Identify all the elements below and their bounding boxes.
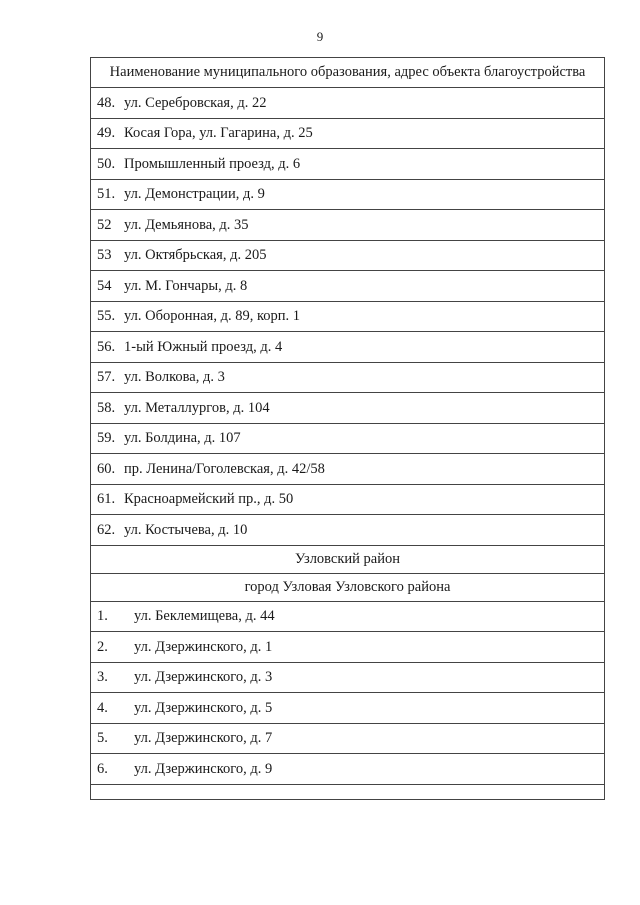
address-cell: [91, 332, 605, 363]
address-text: ул. Дзержинского, д. 5: [134, 699, 273, 716]
table-row: [91, 754, 605, 785]
objects-table-body: [91, 58, 605, 800]
district-title: Узловский район: [91, 545, 605, 573]
row-number: 3.: [97, 669, 108, 685]
row-number: 60.: [97, 460, 116, 477]
table-row: [91, 454, 605, 485]
row-number: 58.: [97, 399, 116, 416]
row-number: 51.: [97, 186, 116, 202]
table-row: [91, 723, 605, 754]
row-number: 48.: [97, 94, 116, 111]
address-cell: [91, 423, 605, 454]
city-title-row: [91, 573, 605, 601]
address-text: ул. Демьянова, д. 35: [124, 216, 249, 233]
row-number: 52: [97, 216, 112, 233]
table-row: [91, 484, 605, 515]
row-number: 54: [97, 277, 112, 294]
address-cell: [91, 149, 605, 180]
address-text: ул. Болдина, д. 107: [124, 430, 241, 446]
table-row: [91, 301, 605, 332]
table-row: [91, 515, 605, 546]
objects-table: [90, 57, 605, 800]
table-bottom-cell: [91, 784, 605, 799]
address-cell: [91, 393, 605, 424]
address-text: ул. Дзержинского, д. 1: [134, 638, 273, 655]
table-row: [91, 632, 605, 663]
address-cell: [91, 754, 605, 785]
address-text: ул. Костычева, д. 10: [124, 521, 248, 538]
row-number: 1.: [97, 608, 108, 624]
address-cell: [91, 362, 605, 393]
address-text: пр. Ленина/Гоголевская, д. 42/58: [124, 460, 325, 477]
row-number: 62.: [97, 521, 116, 538]
row-number: 57.: [97, 369, 116, 385]
address-text: ул. Дзержинского, д. 3: [134, 669, 273, 685]
address-text: ул. Дзержинского, д. 9: [134, 760, 273, 777]
address-cell: [91, 118, 605, 149]
table-row: [91, 149, 605, 180]
row-number: 49.: [97, 125, 116, 141]
address-cell: [91, 240, 605, 271]
row-number: 5.: [97, 730, 108, 746]
address-cell: [91, 271, 605, 302]
row-number: 59.: [97, 430, 116, 446]
address-text: Косая Гора, ул. Гагарина, д. 25: [124, 125, 313, 141]
address-cell: [91, 301, 605, 332]
table-row: [91, 240, 605, 271]
row-number: 2.: [97, 638, 108, 655]
address-cell: [91, 693, 605, 724]
address-cell: [91, 632, 605, 663]
table-header-cell: Наименование муниципального образования, адрес объекта благоустройства: [91, 58, 605, 88]
address-text: ул. Октябрьская, д. 205: [124, 247, 267, 263]
address-cell: [91, 484, 605, 515]
address-text: ул. Оборонная, д. 89, корп. 1: [124, 308, 301, 324]
address-cell: [91, 179, 605, 210]
address-text: ул. Волкова, д. 3: [124, 369, 225, 385]
table-row: [91, 179, 605, 210]
address-text: ул. Серебровская, д. 22: [124, 94, 267, 111]
address-text: ул. Металлургов, д. 104: [124, 399, 270, 416]
address-text: ул. Демонстрации, д. 9: [124, 186, 265, 202]
address-cell: [91, 515, 605, 546]
address-cell: [91, 88, 605, 119]
table-row: [91, 271, 605, 302]
table-row: [91, 118, 605, 149]
table-row: [91, 88, 605, 119]
table-row: [91, 423, 605, 454]
address-text: ул. Дзержинского, д. 7: [134, 730, 273, 746]
row-number: 56.: [97, 338, 116, 355]
address-text: Промышленный проезд, д. 6: [124, 155, 301, 172]
address-text: Красноармейский пр., д. 50: [124, 491, 294, 507]
row-number: 55.: [97, 308, 116, 324]
row-number: 50.: [97, 155, 116, 172]
table-header-row: [91, 58, 605, 88]
city-title: город Узловая Узловского района: [91, 573, 605, 601]
row-number: 6.: [97, 760, 108, 777]
page-number: 9: [316, 29, 324, 44]
table-row: [91, 601, 605, 632]
address-text: 1-ый Южный проезд, д. 4: [124, 338, 283, 355]
address-cell: [91, 210, 605, 241]
address-cell: [91, 454, 605, 485]
address-cell: [91, 723, 605, 754]
row-number: 61.: [97, 491, 116, 507]
table-row: [91, 362, 605, 393]
table-row: [91, 210, 605, 241]
row-number: 4.: [97, 699, 108, 716]
address-cell: [91, 601, 605, 632]
row-number: 53: [97, 247, 112, 263]
address-text: ул. Беклемищева, д. 44: [134, 608, 275, 624]
table-row: [91, 693, 605, 724]
table-row: [91, 662, 605, 693]
address-text: ул. М. Гончары, д. 8: [124, 277, 248, 294]
district-title-row: [91, 545, 605, 573]
address-cell: [91, 662, 605, 693]
table-row: [91, 332, 605, 363]
table-bottom-spacer: [91, 784, 605, 799]
table-row: [91, 393, 605, 424]
